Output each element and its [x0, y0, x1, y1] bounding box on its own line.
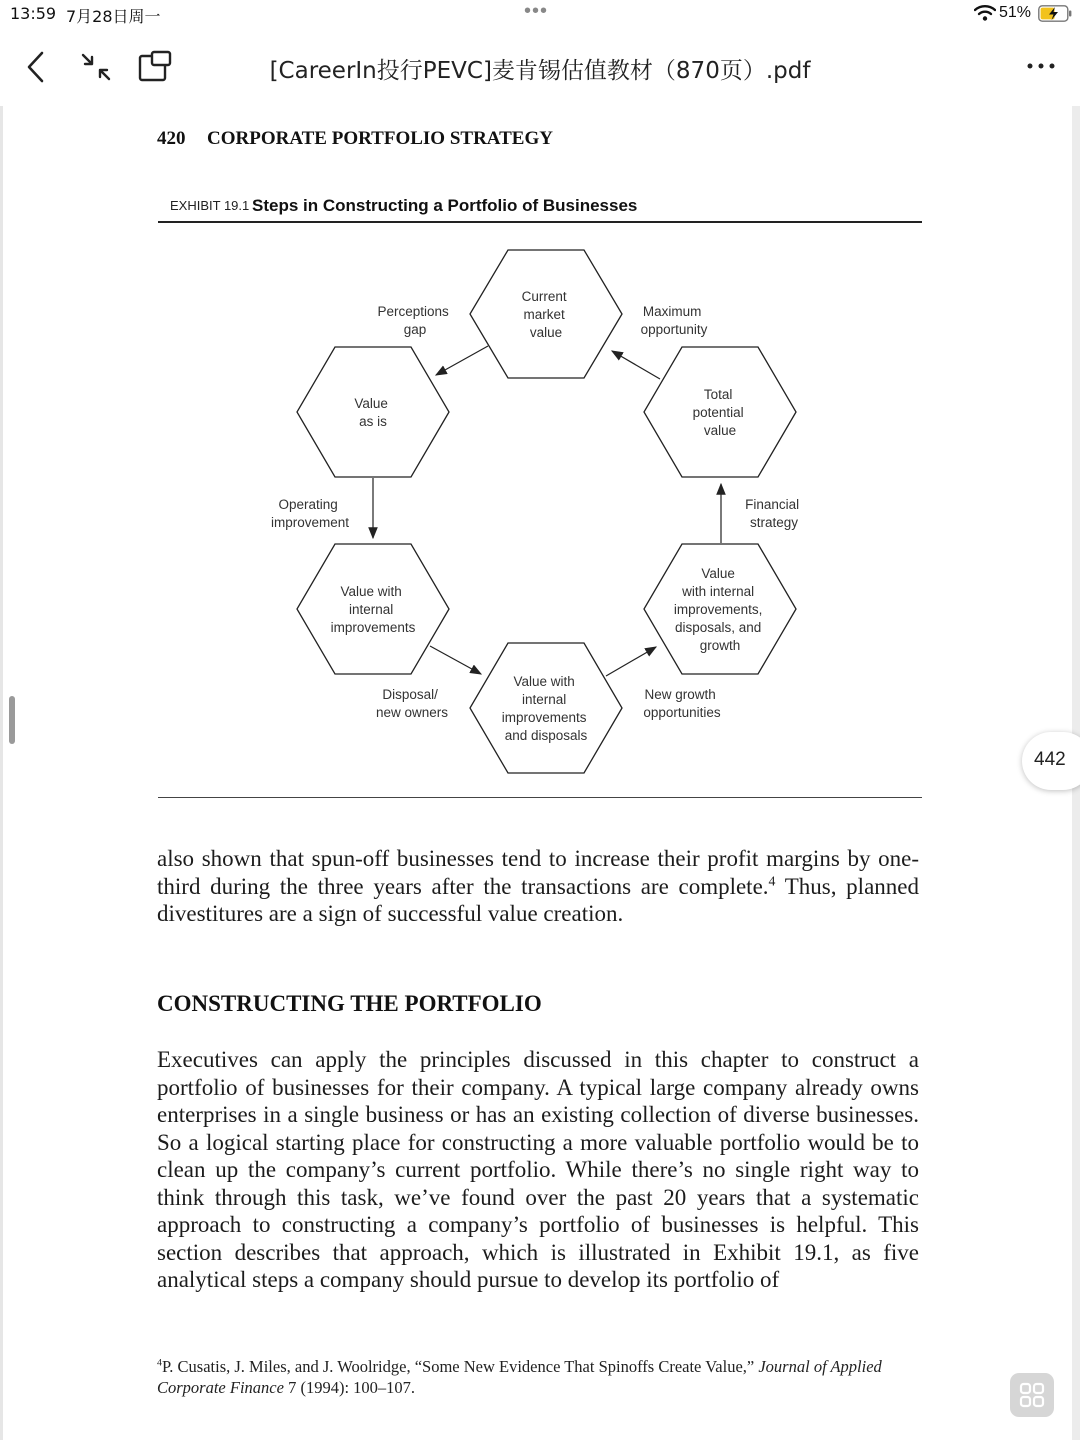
multitask-dots-icon[interactable]: •••	[524, 0, 549, 22]
back-chevron-icon[interactable]	[22, 50, 52, 84]
portfolio-steps-diagram	[0, 106, 1072, 806]
para1-tail: Thus, planned divestitures are a sign of successful value creation.	[157, 873, 919, 926]
collapse-arrows-icon[interactable]	[80, 52, 112, 82]
node-label-growth: Value with internal improvements, disposals, and growth	[673, 566, 763, 653]
arrow-perceptions-gap	[436, 346, 488, 375]
footnote	[157, 1356, 921, 1398]
thumbnail-grid-button[interactable]	[1010, 1373, 1054, 1417]
body-paragraph-1	[157, 845, 919, 928]
footnote-number: 4	[157, 1357, 162, 1369]
exhibit-label: EXHIBIT 19.1	[170, 198, 250, 213]
arrow-new-growth	[606, 647, 656, 676]
status-bar	[0, 0, 1080, 28]
hex-value-disposals	[470, 643, 622, 773]
edge-label-maximum: Maximum opportunity	[640, 304, 708, 337]
arrow-maximum-opportunity	[612, 351, 660, 379]
edge-label-new-growth: New growth opportunities	[643, 687, 721, 720]
footnote-tail: 7 (1994): 100–107.	[288, 1378, 416, 1397]
wifi-icon	[974, 4, 996, 22]
edge-label-disposal: Disposal/ new owners	[375, 687, 449, 720]
footnote-journal: Journal of Applied Corporate Finance	[157, 1357, 882, 1397]
status-date: 7月28日周一	[66, 7, 161, 26]
running-head-page: 420	[157, 128, 186, 149]
section-heading: CONSTRUCTING THE PORTFOLIO	[157, 991, 542, 1016]
status-time: 13:59	[10, 4, 57, 23]
battery-percentage: 51%	[999, 4, 1032, 21]
footnote-authors: P. Cusatis, J. Miles, and J. Woolridge, “Some New Evidence That Spinoffs Create Value,”	[161, 1357, 755, 1376]
edge-label-financial: Financial strategy	[745, 497, 800, 530]
edge-label-operating: Operating improvement	[270, 497, 350, 530]
node-label-current: Current market value	[521, 289, 567, 340]
window-icon[interactable]	[138, 50, 172, 82]
document-title: [CareerIn投行PEVC]麦肯锡估值教材（870页）.pdf	[269, 58, 811, 84]
battery-charging-icon	[1038, 5, 1072, 22]
edge-label-perceptions: Perceptions gap	[377, 304, 449, 337]
hex-value-as-is	[297, 347, 449, 477]
page-number: 442	[1034, 749, 1066, 770]
node-label-disposals: Value with internal improvements and disposals	[501, 674, 588, 743]
page-number-badge[interactable]	[1022, 732, 1080, 790]
body-paragraph-2: Executives can apply the principles discussed in this chapter to construct a portfolio of businesses for their company. A typical large company already owns enterprises in a single business or has an existing collection of diverse businesses. So a logical starting place for constructing a more valuable portfolio would be to clean up the company’s current portfolio. While there’s no single right way to think through this task, we’ve found over the past 20 years that a systematic approach to constructing a company’s portfolio of businesses is helpful. This section describes that approach, which is illustrated in Exhibit 19.1, as five analytical steps a company should pursue to develop its portfolio of	[157, 1047, 919, 1292]
node-label-as-is: Value as is	[354, 396, 388, 429]
running-head-title: CORPORATE PORTFOLIO STRATEGY	[207, 128, 553, 149]
para1-text: also shown that spun-off businesses tend to increase their profit margins by one-third during the three years after the transactions are complete.	[157, 846, 919, 899]
exhibit-title: Steps in Constructing a Portfolio of Businesses	[252, 196, 638, 215]
pdf-page	[0, 106, 1072, 1440]
exhibit-bottom-rule	[158, 797, 922, 798]
arrow-disposal	[430, 646, 481, 674]
more-icon[interactable]	[1024, 56, 1058, 76]
node-label-internal: Value with internal improvements	[330, 584, 416, 635]
nav-bar	[0, 28, 1080, 106]
footnote-ref[interactable]: 4	[768, 872, 776, 888]
grid-icon	[1010, 1373, 1054, 1417]
node-label-total: Total potential value	[692, 387, 744, 438]
